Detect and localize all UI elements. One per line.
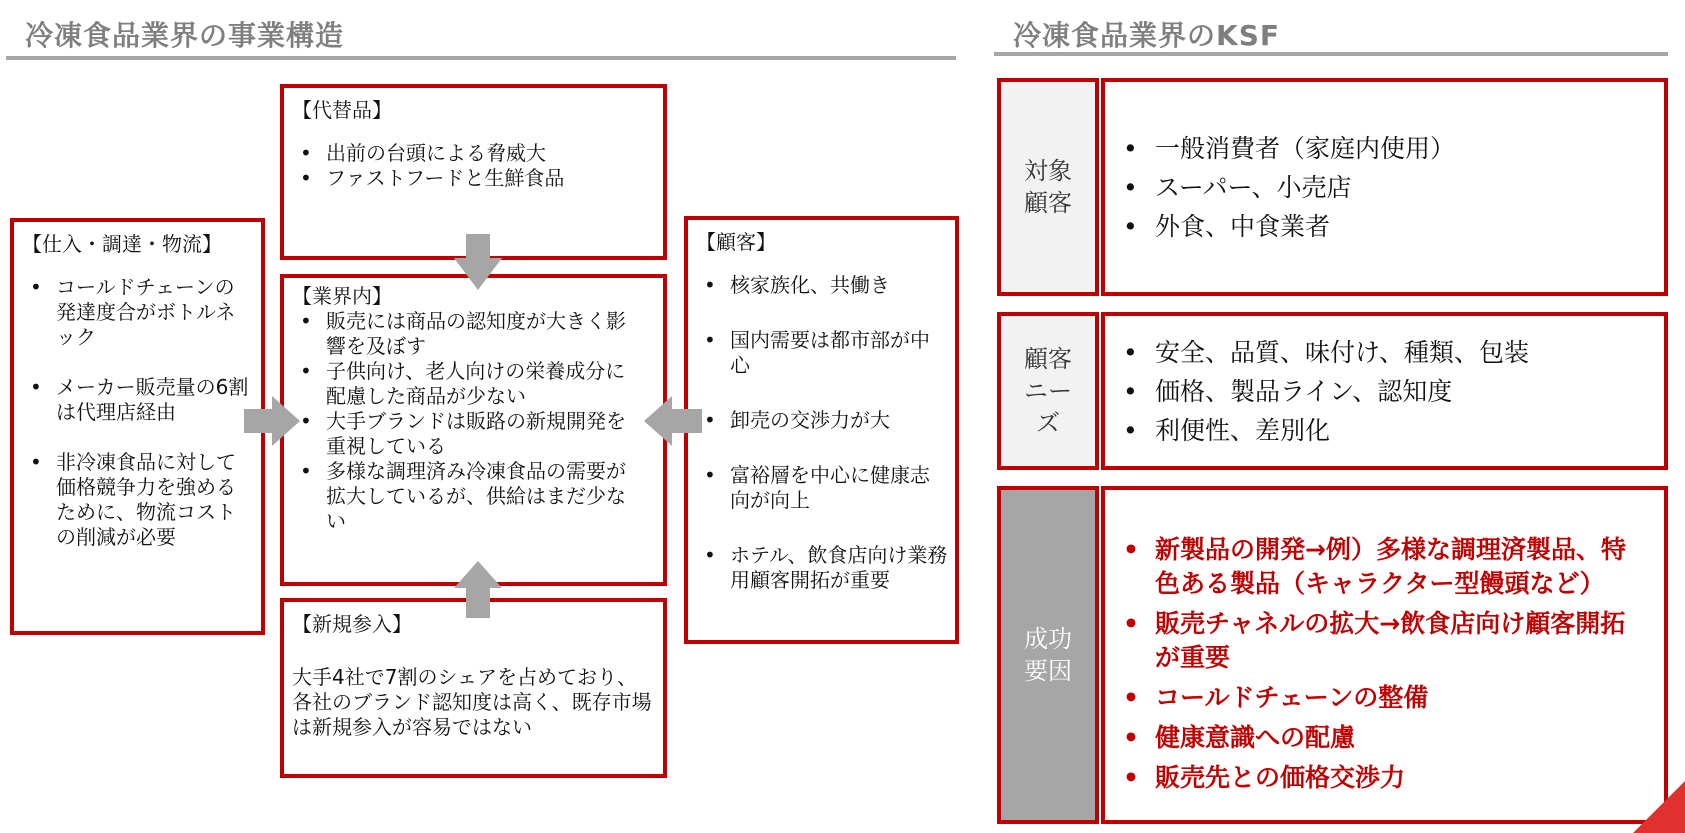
ksf-content-target-customer [1101,78,1668,296]
industry-item: • 販売には商品の認知度が大きく影響を及ぼす [284,309,641,359]
substitutes-heading: 【代替品】 [292,98,392,122]
customers-item: • ホテル、飲食店向け業務用顧客開拓が重要 [688,543,949,593]
ksf-item: • 安全、品質、味付け、種類、包装 [1105,333,1529,372]
customers-item: • 核家族化、共働き [688,273,949,298]
customers-box [684,216,959,644]
industry-item: • 大手ブランドは販路の新規開発を重視している [284,409,641,459]
ksf-item: • コールドチェーンの整備 [1105,681,1650,715]
ksf-item: • 健康意識への配慮 [1105,721,1650,755]
ksf-item: • 外食、中食業者 [1105,207,1455,246]
ksf-item: • 利便性、差別化 [1105,411,1529,450]
new-entrants-heading: 【新規参入】 [292,612,412,636]
suppliers-item: • コールドチェーンの発達度合がボトルネック [14,275,253,350]
left-title-rule [6,56,956,60]
substitutes-item: • 出前の台頭による脅威大 [284,141,663,166]
ksf-item: • 一般消費者（家庭内使用） [1105,129,1455,168]
customers-heading: 【顧客】 [696,230,776,254]
ksf-label-target-customer: 対象 顧客 [997,78,1099,296]
industry-item: • 子供向け、老人向けの栄養成分に配慮した商品が少ない [284,359,641,409]
new-entrants-box [280,598,667,778]
ksf-item: • 価格、製品ライン、認知度 [1105,372,1529,411]
ksf-item: • 新製品の開発→例）多様な調理済製品、特色ある製品（キャラクター型饅頭など） [1105,533,1650,601]
suppliers-heading: 【仕入・調達・物流】 [22,232,222,256]
ksf-label-success-factors: 成功 要因 [997,486,1099,824]
customers-item: • 国内需要は都市部が中心 [688,328,949,378]
suppliers-item: • 非冷凍食品に対して価格競争力を強めるために、物流コストの削減が必要 [14,450,253,550]
substitutes-item: • ファストフードと生鮮食品 [284,166,663,191]
customers-item: • 卸売の交渉力が大 [688,408,949,433]
suppliers-box [10,218,265,635]
ksf-content-success-factors [1101,486,1668,824]
ksf-content-customer-needs [1101,312,1668,470]
corner-accent [1633,781,1685,833]
industry-item: • 多様な調理済み冷凍食品の需要が拡大しているが、供給はまだ少ない [284,459,641,534]
ksf-item: • 販売先との価格交渉力 [1105,761,1650,795]
suppliers-item: • メーカー販売量の6割は代理店経由 [14,375,253,425]
left-section-title: 冷凍食品業界の事業構造 [25,19,345,52]
right-section-title: 冷凍食品業界のKSF [1013,19,1280,52]
ksf-item: • スーパー、小売店 [1105,168,1455,207]
new-entrants-text: 大手4社で7割のシェアを占めており、各社のブランド認知度は高く、既存市場は新規参入が容易ではない [292,665,652,739]
industry-heading: 【業界内】 [292,284,392,308]
customers-item: • 富裕層を中心に健康志向が向上 [688,463,949,513]
ksf-label-customer-needs: 顧客 ニー ズ [997,312,1099,470]
industry-box [280,274,667,586]
right-title-rule [994,52,1668,56]
ksf-item: • 販売チャネルの拡大→飲食店向け顧客開拓が重要 [1105,607,1650,675]
